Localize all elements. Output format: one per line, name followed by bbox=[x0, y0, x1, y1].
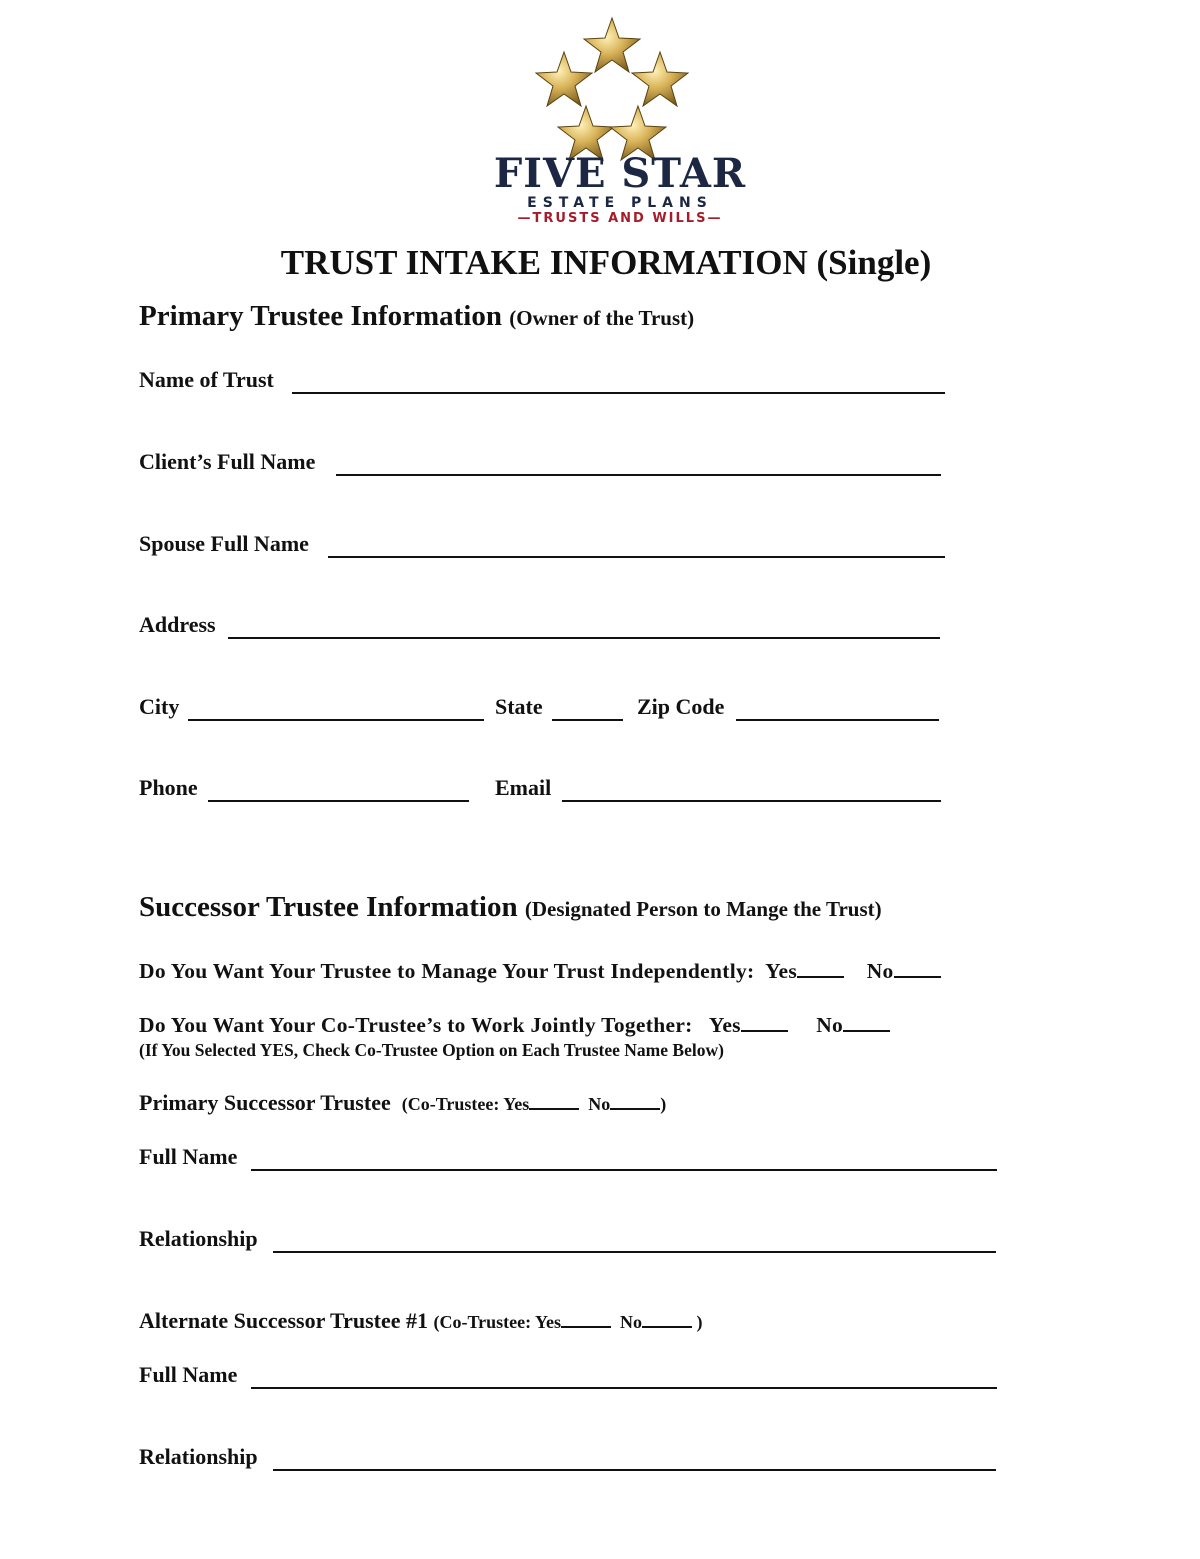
star-icon bbox=[584, 18, 640, 72]
city-state-zip-row bbox=[139, 694, 949, 724]
jointly-yes-blank[interactable] bbox=[741, 1012, 788, 1032]
primary-successor-name-line[interactable] bbox=[251, 1169, 997, 1171]
alternate-successor-name-field[interactable] bbox=[139, 1362, 1009, 1392]
zip-label: Zip Code bbox=[637, 694, 725, 719]
alternate-successor-name-line[interactable] bbox=[251, 1387, 997, 1389]
phone-email-row bbox=[139, 775, 949, 805]
independent-question: Do You Want Your Trustee to Manage Your Trust Independently: Yes No bbox=[139, 958, 941, 984]
primary-successor-relationship-field[interactable] bbox=[139, 1226, 1009, 1256]
primary-section-heading: Primary Trustee Information (Owner of the Trust) bbox=[139, 300, 695, 332]
independent-yes-blank[interactable] bbox=[797, 958, 844, 978]
alternate-successor-relationship-label: Relationship bbox=[139, 1444, 258, 1469]
alternate-cotrustee-no-blank[interactable] bbox=[642, 1310, 692, 1328]
primary-cotrustee-yes-blank[interactable] bbox=[529, 1092, 579, 1110]
trust-name-label: Name of Trust bbox=[139, 367, 274, 392]
alternate-successor-name-label: Full Name bbox=[139, 1362, 238, 1387]
primary-cotrustee-no-blank[interactable] bbox=[610, 1092, 660, 1110]
spouse-name-line[interactable] bbox=[328, 556, 945, 558]
alternate-successor-heading: Alternate Successor Trustee #1 (Co-Trustee: Yes No ) bbox=[139, 1308, 703, 1333]
spouse-name-label: Spouse Full Name bbox=[139, 531, 309, 556]
brand-subtitle: ESTATE PLANS bbox=[527, 195, 713, 211]
star-icon bbox=[536, 52, 592, 106]
independent-no-label: No bbox=[866, 959, 894, 983]
page-title: TRUST INTAKE INFORMATION (Single) bbox=[280, 243, 932, 282]
email-label: Email bbox=[495, 775, 552, 800]
alternate-successor-relationship-field[interactable] bbox=[139, 1444, 1009, 1474]
independent-yes-label: Yes bbox=[765, 959, 798, 983]
email-line[interactable] bbox=[562, 800, 941, 802]
client-name-line[interactable] bbox=[336, 474, 941, 476]
primary-successor-relationship-line[interactable] bbox=[273, 1251, 996, 1253]
jointly-question: Do You Want Your Co-Trustee’s to Work Jointly Together: Yes No bbox=[139, 1012, 890, 1038]
jointly-no-label: No bbox=[816, 1013, 844, 1037]
primary-successor-name-label: Full Name bbox=[139, 1144, 238, 1169]
primary-successor-name-field[interactable] bbox=[139, 1144, 1009, 1174]
independent-no-blank[interactable] bbox=[894, 958, 941, 978]
address-line[interactable] bbox=[228, 637, 940, 639]
brand-name: FIVE STAR bbox=[493, 150, 747, 197]
jointly-instruction-note: (If You Selected YES, Check Co-Trustee Option on Each Trustee Name Below) bbox=[139, 1040, 724, 1060]
jointly-yes-label: Yes bbox=[708, 1013, 741, 1037]
star-icon bbox=[632, 52, 688, 106]
address-field[interactable] bbox=[139, 612, 949, 642]
address-label: Address bbox=[139, 612, 216, 637]
successor-section-heading: Successor Trustee Information (Designated Person to Mange the Trust) bbox=[139, 891, 882, 923]
client-name-label: Client’s Full Name bbox=[139, 449, 316, 474]
spouse-name-field[interactable] bbox=[139, 531, 949, 561]
state-label: State bbox=[495, 694, 543, 719]
trust-name-line[interactable] bbox=[292, 392, 945, 394]
alternate-successor-relationship-line[interactable] bbox=[273, 1469, 996, 1471]
client-name-field[interactable] bbox=[139, 449, 949, 479]
phone-line[interactable] bbox=[208, 800, 469, 802]
trust-name-field[interactable] bbox=[139, 367, 949, 397]
jointly-no-blank[interactable] bbox=[843, 1012, 890, 1032]
zip-line[interactable] bbox=[736, 719, 939, 721]
primary-successor-heading: Primary Successor Trustee (Co-Trustee: Yes No ) bbox=[139, 1090, 667, 1115]
city-label: City bbox=[139, 694, 180, 719]
primary-successor-relationship-label: Relationship bbox=[139, 1226, 258, 1251]
city-line[interactable] bbox=[188, 719, 484, 721]
alternate-cotrustee-yes-blank[interactable] bbox=[561, 1310, 611, 1328]
brand-tagline: —TRUSTS AND WILLS— bbox=[517, 211, 723, 226]
state-line[interactable] bbox=[552, 719, 623, 721]
phone-label: Phone bbox=[139, 775, 198, 800]
